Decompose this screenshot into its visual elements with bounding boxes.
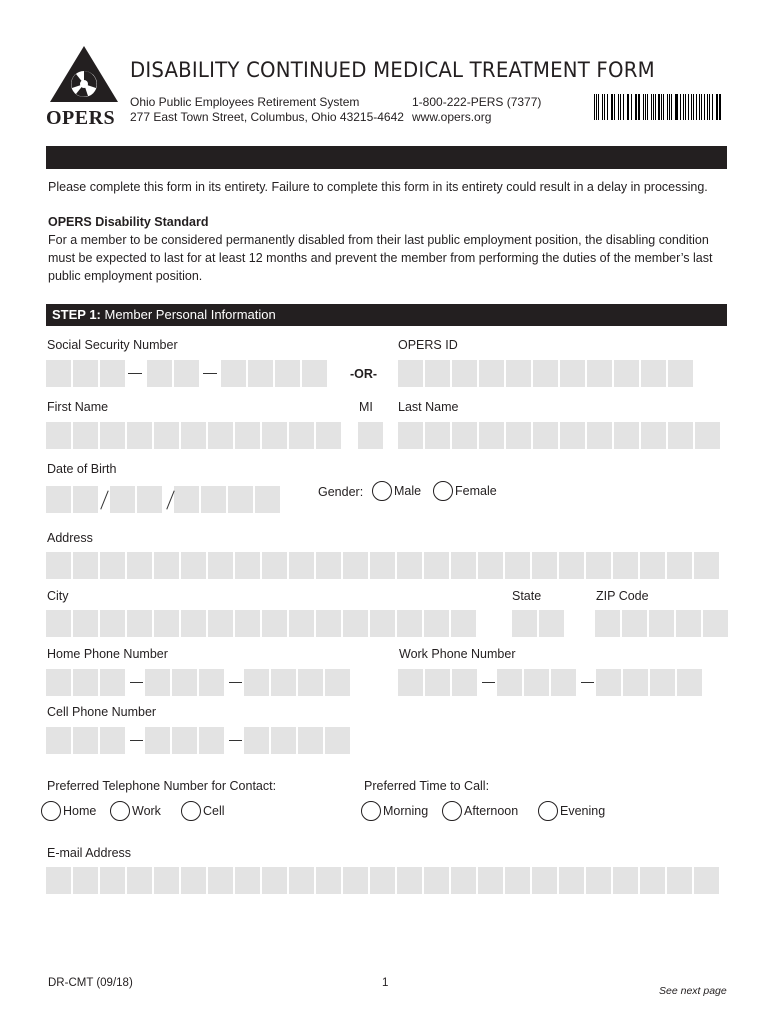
first-name-box[interactable] <box>154 422 179 449</box>
first-name-label: First Name <box>47 400 109 414</box>
barcode <box>594 94 724 120</box>
work-phone-field[interactable] <box>398 669 704 696</box>
dob-month-box[interactable] <box>73 486 98 513</box>
cell-phone-label: Cell Phone Number <box>47 705 157 719</box>
phone-digit-box[interactable] <box>325 727 350 754</box>
ssn-digit-box[interactable] <box>147 360 172 387</box>
phone-digit-box[interactable] <box>650 669 675 696</box>
address-box[interactable] <box>154 552 179 579</box>
pref-afternoon-label: Afternoon <box>464 804 519 818</box>
email-box[interactable] <box>343 867 368 894</box>
opers-id-box[interactable] <box>398 360 423 387</box>
address-box[interactable] <box>478 552 503 579</box>
org-website: www.opers.org <box>412 110 492 124</box>
email-box[interactable] <box>478 867 503 894</box>
last-name-field[interactable] <box>398 422 722 449</box>
cell-phone-field[interactable] <box>46 727 352 754</box>
phone-digit-box[interactable] <box>199 669 224 696</box>
ssn-label: Social Security Number <box>47 338 178 352</box>
pref-home-radio[interactable] <box>41 801 96 821</box>
gender-label: Gender: <box>318 485 364 499</box>
phone-separator <box>578 669 596 696</box>
phone-separator <box>127 727 145 754</box>
radio-circle-icon[interactable] <box>433 481 453 501</box>
phone-digit-box[interactable] <box>425 669 450 696</box>
zip-field[interactable] <box>595 610 730 637</box>
mi-box[interactable] <box>358 422 383 449</box>
address-box[interactable] <box>100 552 125 579</box>
phone-separator <box>479 669 497 696</box>
email-box[interactable] <box>667 867 692 894</box>
first-name-field[interactable] <box>46 422 343 449</box>
org-name: Ohio Public Employees Retirement System <box>130 95 360 109</box>
opers-id-box[interactable] <box>452 360 477 387</box>
phone-digit-box[interactable] <box>145 669 170 696</box>
address-field[interactable] <box>46 552 721 579</box>
phone-digit-box[interactable] <box>172 727 197 754</box>
address-box[interactable] <box>46 552 71 579</box>
mi-label: MI <box>359 400 373 414</box>
step1-label-rest: Member Personal Information <box>100 307 276 322</box>
instruction-text: Please complete this form in its entirety. Failure to complete this form in its entirety could result in a delay in processing. <box>48 180 708 194</box>
logo-text: OPERS <box>46 107 116 129</box>
city-box[interactable] <box>181 610 206 637</box>
phone-digit-box[interactable] <box>623 669 648 696</box>
dob-month-box[interactable] <box>46 486 71 513</box>
last-name-box[interactable] <box>668 422 693 449</box>
city-box[interactable] <box>208 610 233 637</box>
city-box[interactable] <box>46 610 71 637</box>
phone-digit-box[interactable] <box>325 669 350 696</box>
city-box[interactable] <box>73 610 98 637</box>
city-box[interactable] <box>100 610 125 637</box>
first-name-box[interactable] <box>289 422 314 449</box>
email-box[interactable] <box>154 867 179 894</box>
email-box[interactable] <box>694 867 719 894</box>
first-name-box[interactable] <box>235 422 260 449</box>
opers-id-box[interactable] <box>668 360 693 387</box>
pref-afternoon-radio[interactable] <box>442 801 518 821</box>
ssn-digit-box[interactable] <box>73 360 98 387</box>
gender-male-label: Male <box>394 484 422 498</box>
last-name-box[interactable] <box>533 422 558 449</box>
phone-digit-box[interactable] <box>452 669 477 696</box>
email-box[interactable] <box>559 867 584 894</box>
form-code: DR-CMT (09/18) <box>48 977 133 989</box>
ssn-digit-box[interactable] <box>174 360 199 387</box>
email-box[interactable] <box>586 867 611 894</box>
last-name-box[interactable] <box>614 422 639 449</box>
email-field[interactable] <box>46 867 721 894</box>
email-box[interactable] <box>640 867 665 894</box>
radio-circle-icon[interactable] <box>181 801 201 821</box>
address-box[interactable] <box>181 552 206 579</box>
phone-digit-box[interactable] <box>298 727 323 754</box>
last-name-box[interactable] <box>506 422 531 449</box>
address-box[interactable] <box>289 552 314 579</box>
email-box[interactable] <box>181 867 206 894</box>
dob-year-box[interactable] <box>255 486 280 513</box>
zip-box[interactable] <box>676 610 701 637</box>
ssn-digit-box[interactable] <box>275 360 300 387</box>
last-name-box[interactable] <box>641 422 666 449</box>
email-box[interactable] <box>46 867 71 894</box>
zip-label: ZIP Code <box>596 589 649 603</box>
city-box[interactable] <box>343 610 368 637</box>
dob-day-box[interactable] <box>110 486 135 513</box>
zip-box[interactable] <box>703 610 728 637</box>
city-box[interactable] <box>289 610 314 637</box>
address-box[interactable] <box>127 552 152 579</box>
address-box[interactable] <box>694 552 719 579</box>
phone-digit-box[interactable] <box>244 727 269 754</box>
work-phone-label: Work Phone Number <box>399 647 516 661</box>
city-label: City <box>47 589 69 603</box>
pref-work-radio[interactable] <box>110 801 161 821</box>
phone-digit-box[interactable] <box>100 669 125 696</box>
phone-separator <box>226 727 244 754</box>
first-name-box[interactable] <box>100 422 125 449</box>
phone-digit-box[interactable] <box>677 669 702 696</box>
city-field[interactable] <box>46 610 478 637</box>
city-box[interactable] <box>316 610 341 637</box>
radio-circle-icon[interactable] <box>110 801 130 821</box>
org-address: 277 East Town Street, Columbus, Ohio 43215-4642 <box>130 110 404 124</box>
standard-text: For a member to be considered permanently disabled from their last public employment position, the disabling condition must be expected to last for at least 12 months and prevent the member from performing the duties of the member’s last public employment position. <box>48 233 713 283</box>
opers-id-box[interactable] <box>425 360 450 387</box>
opers-triangle-icon <box>46 44 122 104</box>
ssn-digit-box[interactable] <box>248 360 273 387</box>
city-box[interactable] <box>370 610 395 637</box>
zip-box[interactable] <box>622 610 647 637</box>
zip-box[interactable] <box>595 610 620 637</box>
state-box[interactable] <box>539 610 564 637</box>
opers-logo <box>46 44 122 129</box>
address-box[interactable] <box>640 552 665 579</box>
phone-digit-box[interactable] <box>100 727 125 754</box>
dob-year-box[interactable] <box>174 486 199 513</box>
phone-digit-box[interactable] <box>271 669 296 696</box>
ssn-separator <box>203 373 217 374</box>
mi-field[interactable] <box>358 422 385 449</box>
dob-field[interactable] <box>46 486 282 513</box>
email-box[interactable] <box>100 867 125 894</box>
opers-id-field[interactable] <box>398 360 695 387</box>
phone-digit-box[interactable] <box>298 669 323 696</box>
next-page-note: See next page <box>659 985 727 997</box>
phone-digit-box[interactable] <box>244 669 269 696</box>
first-name-box[interactable] <box>262 422 287 449</box>
state-field[interactable] <box>512 610 566 637</box>
phone-separator <box>127 669 145 696</box>
gender-female-label: Female <box>455 484 497 498</box>
phone-digit-box[interactable] <box>46 727 71 754</box>
email-box[interactable] <box>208 867 233 894</box>
opers-id-box[interactable] <box>479 360 504 387</box>
address-label: Address <box>47 531 93 545</box>
email-box[interactable] <box>613 867 638 894</box>
opers-id-box[interactable] <box>506 360 531 387</box>
email-box[interactable] <box>424 867 449 894</box>
step1-header <box>46 304 727 326</box>
opers-id-box[interactable] <box>614 360 639 387</box>
opers-id-label: OPERS ID <box>398 338 458 352</box>
radio-circle-icon[interactable] <box>41 801 61 821</box>
phone-digit-box[interactable] <box>46 669 71 696</box>
dob-year-box[interactable] <box>201 486 226 513</box>
pref-evening-radio[interactable] <box>538 801 605 821</box>
page-title: DISABILITY CONTINUED MEDICAL TREATMENT FORM <box>130 58 655 82</box>
address-box[interactable] <box>424 552 449 579</box>
first-name-box[interactable] <box>46 422 71 449</box>
email-label: E-mail Address <box>47 846 132 860</box>
page-number: 1 <box>382 977 389 989</box>
email-box[interactable] <box>316 867 341 894</box>
city-box[interactable] <box>397 610 422 637</box>
address-box[interactable] <box>451 552 476 579</box>
address-box[interactable] <box>262 552 287 579</box>
address-box[interactable] <box>316 552 341 579</box>
phone-digit-box[interactable] <box>551 669 576 696</box>
radio-circle-icon[interactable] <box>538 801 558 821</box>
state-box[interactable] <box>512 610 537 637</box>
address-box[interactable] <box>667 552 692 579</box>
ssn-digit-box[interactable] <box>302 360 327 387</box>
org-phone: 1-800-222-PERS (7377) <box>412 95 542 109</box>
radio-circle-icon[interactable] <box>442 801 462 821</box>
email-box[interactable] <box>370 867 395 894</box>
city-box[interactable] <box>262 610 287 637</box>
email-box[interactable] <box>397 867 422 894</box>
city-box[interactable] <box>424 610 449 637</box>
last-name-box[interactable] <box>398 422 423 449</box>
gender-male-radio[interactable] <box>372 481 421 501</box>
address-box[interactable] <box>370 552 395 579</box>
email-box[interactable] <box>262 867 287 894</box>
last-name-box[interactable] <box>425 422 450 449</box>
last-name-label: Last Name <box>398 400 459 414</box>
first-name-box[interactable] <box>316 422 341 449</box>
state-label: State <box>512 589 542 603</box>
first-name-box[interactable] <box>181 422 206 449</box>
dob-label: Date of Birth <box>47 462 117 476</box>
city-box[interactable] <box>154 610 179 637</box>
address-box[interactable] <box>613 552 638 579</box>
opers-id-box[interactable] <box>533 360 558 387</box>
phone-digit-box[interactable] <box>172 669 197 696</box>
city-box[interactable] <box>235 610 260 637</box>
address-box[interactable] <box>559 552 584 579</box>
address-box[interactable] <box>343 552 368 579</box>
opers-id-box[interactable] <box>560 360 585 387</box>
opers-id-box[interactable] <box>587 360 612 387</box>
address-box[interactable] <box>208 552 233 579</box>
dob-day-box[interactable] <box>137 486 162 513</box>
phone-digit-box[interactable] <box>73 669 98 696</box>
zip-box[interactable] <box>649 610 674 637</box>
city-box[interactable] <box>451 610 476 637</box>
city-box[interactable] <box>127 610 152 637</box>
last-name-box[interactable] <box>560 422 585 449</box>
phone-digit-box[interactable] <box>271 727 296 754</box>
first-name-box[interactable] <box>127 422 152 449</box>
phone-digit-box[interactable] <box>524 669 549 696</box>
opers-id-box[interactable] <box>641 360 666 387</box>
address-box[interactable] <box>235 552 260 579</box>
email-box[interactable] <box>289 867 314 894</box>
address-box[interactable] <box>505 552 530 579</box>
address-box[interactable] <box>397 552 422 579</box>
last-name-box[interactable] <box>452 422 477 449</box>
gender-female-radio[interactable] <box>433 481 497 501</box>
standard-heading: OPERS Disability Standard <box>48 215 209 229</box>
ssn-separator <box>128 373 142 374</box>
first-name-box[interactable] <box>73 422 98 449</box>
radio-circle-icon[interactable] <box>361 801 381 821</box>
email-box[interactable] <box>127 867 152 894</box>
pref-morning-radio[interactable] <box>361 801 428 821</box>
pref-phone-label: Preferred Telephone Number for Contact: <box>47 779 277 793</box>
pref-time-label: Preferred Time to Call: <box>364 779 490 793</box>
header-bar <box>46 146 727 169</box>
phone-digit-box[interactable] <box>145 727 170 754</box>
pref-cell-radio[interactable] <box>181 801 225 821</box>
first-name-box[interactable] <box>208 422 233 449</box>
home-phone-field[interactable] <box>46 669 352 696</box>
email-box[interactable] <box>73 867 98 894</box>
phone-digit-box[interactable] <box>398 669 423 696</box>
last-name-box[interactable] <box>479 422 504 449</box>
phone-digit-box[interactable] <box>497 669 522 696</box>
address-box[interactable] <box>73 552 98 579</box>
phone-digit-box[interactable] <box>73 727 98 754</box>
pref-home-label: Home <box>63 804 97 818</box>
email-box[interactable] <box>235 867 260 894</box>
last-name-box[interactable] <box>695 422 720 449</box>
ssn-field[interactable] <box>46 360 329 387</box>
pref-evening-label: Evening <box>560 804 606 818</box>
email-box[interactable] <box>505 867 530 894</box>
phone-digit-box[interactable] <box>199 727 224 754</box>
ssn-digit-box[interactable] <box>221 360 246 387</box>
pref-work-label: Work <box>132 804 161 818</box>
phone-separator <box>226 669 244 696</box>
email-box[interactable] <box>451 867 476 894</box>
radio-circle-icon[interactable] <box>372 481 392 501</box>
ssn-digit-box[interactable] <box>100 360 125 387</box>
pref-cell-label: Cell <box>203 804 225 818</box>
address-box[interactable] <box>586 552 611 579</box>
home-phone-label: Home Phone Number <box>47 647 168 661</box>
ssn-digit-box[interactable] <box>46 360 71 387</box>
step1-label-strong: STEP 1: <box>52 307 101 322</box>
pref-morning-label: Morning <box>383 804 429 818</box>
phone-digit-box[interactable] <box>596 669 621 696</box>
email-box[interactable] <box>532 867 557 894</box>
last-name-box[interactable] <box>587 422 612 449</box>
or-label: -OR- <box>350 367 378 381</box>
address-box[interactable] <box>532 552 557 579</box>
dob-year-box[interactable] <box>228 486 253 513</box>
